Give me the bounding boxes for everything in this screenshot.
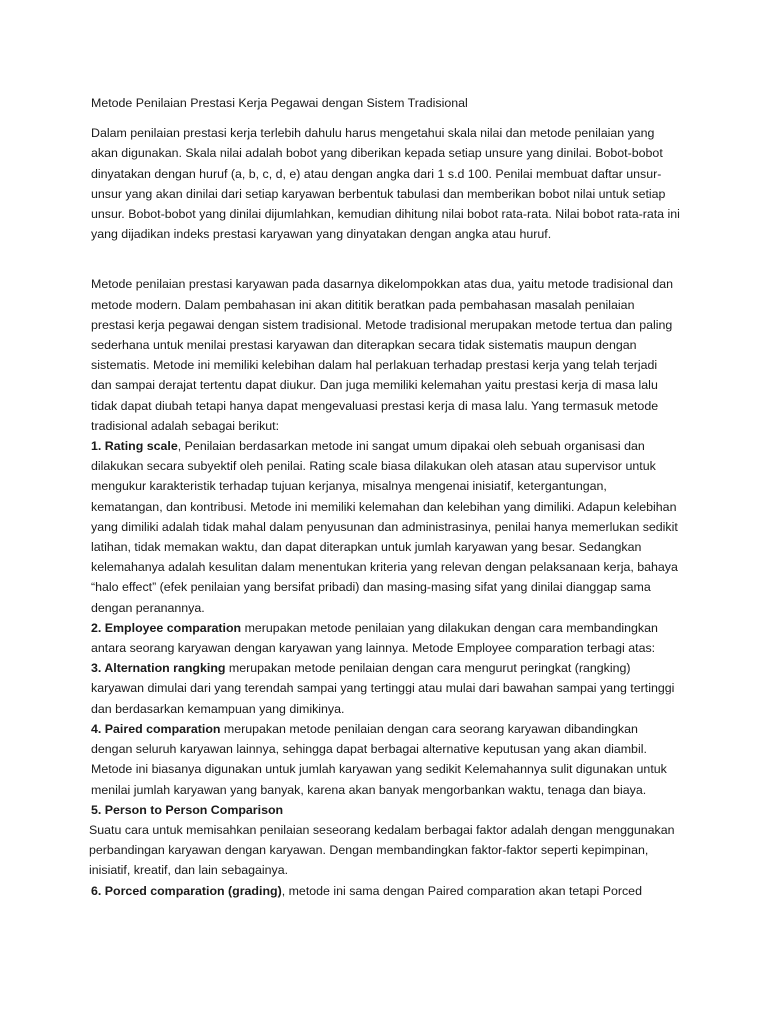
document-page [91,93,681,901]
item-label: 5. Person to Person Comparison [91,802,284,817]
item-label: 3. Alternation rangking [91,661,226,676]
item-text: merupakan metode penilaian dengan cara mengurut peringkat (rangking) karyawan dimulai dari yang terendah sampai yang tertinggi atau mulai dari bawahan sampai yang tertinggi dan berdasarkan kemampuan yang dimikinya. [91,661,675,716]
item-text: , metode ini sama dengan Paired comparation akan tetapi Porced [281,883,642,898]
item-text: , Penilaian berdasarkan metode ini sangat umum dipakai oleh sebuah organisasi dan dilakukan secara subyektif oleh penilai. Rating scale biasa dilakukan oleh atasan atau supervisor untuk mengukur karakteristik terhadap tujuan kerjanya, misalnya mengenai inisiatif, ketergantungan, kematangan, dan kontribusi. Metode ini memiliki kelemahan dan kelebihan yang dimiliki. Adapun kelebihan yang dimiliki adalah tidak mahal dalam penyusunan dan administrasinya, penilai hanya memerlukan sedikit latihan, tidak memakan waktu, dan dapat diterapkan untuk jumlah karyawan yang besar. Sedangkan kelemahanya adalah kesulitan dalam menentukan kriteria yang relevan dengan pelaksanaan kerja, bahaya “halo effect” (efek penilaian yang bersifat pribadi) dan masing-masing sifat yang dinilai dianggap sama dengan peranannya. [91,439,678,615]
paragraph-spacer [91,244,681,274]
document-title: Metode Penilaian Prestasi Kerja Pegawai dengan Sistem Tradisional [91,96,468,110]
list-item [91,800,681,820]
list-item [91,436,681,618]
list-item [91,618,681,658]
methods-paragraph: Metode penilaian prestasi karyawan pada dasarnya dikelompokkan atas dua, yaitu metode tradisional dan metode modern. Dalam pembahasan ini akan dititik beratkan pada pembahasan masalah penilaian prestasi kerja pegawai dengan sistem tradisional. Metode tradisional merupakan metode tertua dan paling sederhana untuk menilai prestasi karyawan dan diterapkan secara tidak sistematis maupun dengan sistematis. Metode ini memiliki kelebihan dalam hal perlakuan terhadap prestasi kerja yang telah terjadi dan sampai derajat tertentu dapat diukur. Dan juga memiliki kelemahan yaitu prestasi kerja di masa lalu tidak dapat diubah tetapi hanya dapat mengevaluasi prestasi kerja di masa lalu. Yang termasuk metode tradisional adalah sebagai berikut: [91,277,674,433]
item-label: 4. Paired comparation [91,721,221,736]
list-item [91,719,681,800]
list-item [91,881,681,901]
intro-paragraph: Dalam penilaian prestasi kerja terlebih dahulu harus mengetahui skala nilai dan metode penilaian yang akan digunakan. Skala nilai adalah bobot yang diberikan kepada setiap unsure yang dinilai. Bobot-bobot dinyatakan dengan huruf (a, b, c, d, e) atau dengan angka dari 1 s.d 100. Penilai membuat daftar unsur-unsur yang akan dinilai dari setiap karyawan berbentuk tabulasi dan memberikan bobot nilai untuk setiap unsur. Bobot-bobot yang dinilai dijumlahkan, kemudian dihitung nilai bobot rata-rata. Nilai bobot rata-rata ini yang dijadikan indeks prestasi karyawan yang dinyatakan dengan angka atau huruf. [91,126,680,242]
item-label: 1. Rating scale [91,439,178,454]
list-item [91,658,681,719]
item-text: merupakan metode penilaian yang dilakukan dengan cara membandingkan antara seorang karyawan dengan karyawan yang lainnya. Metode Employee comparation terbagi atas: [91,620,658,656]
item-label: 6. Porced comparation (grading) [91,883,282,898]
item-text: merupakan metode penilaian dengan cara seorang karyawan dibandingkan dengan seluruh karyawan lainnya, sehingga dapat berbagai alternative keputusan yang akan diambil. Metode ini biasanya digunakan untuk jumlah karyawan yang sedikit Kelemahannya sulit digunakan untuk menilai jumlah karyawan yang banyak, karena akan banyak mengorbankan waktu, tenaga dan biaya. [91,721,667,797]
item-label: 2. Employee comparation [91,620,242,635]
item-body-text: Suatu cara untuk memisahkan penilaian seseorang kedalam berbagai faktor adalah dengan menggunakan perbandingan karyawan dengan karyawan. Dengan membandingkan faktor-faktor seperti kepimpinan, inisiatif, kreatif, dan lain sebagainya. [89,822,675,878]
